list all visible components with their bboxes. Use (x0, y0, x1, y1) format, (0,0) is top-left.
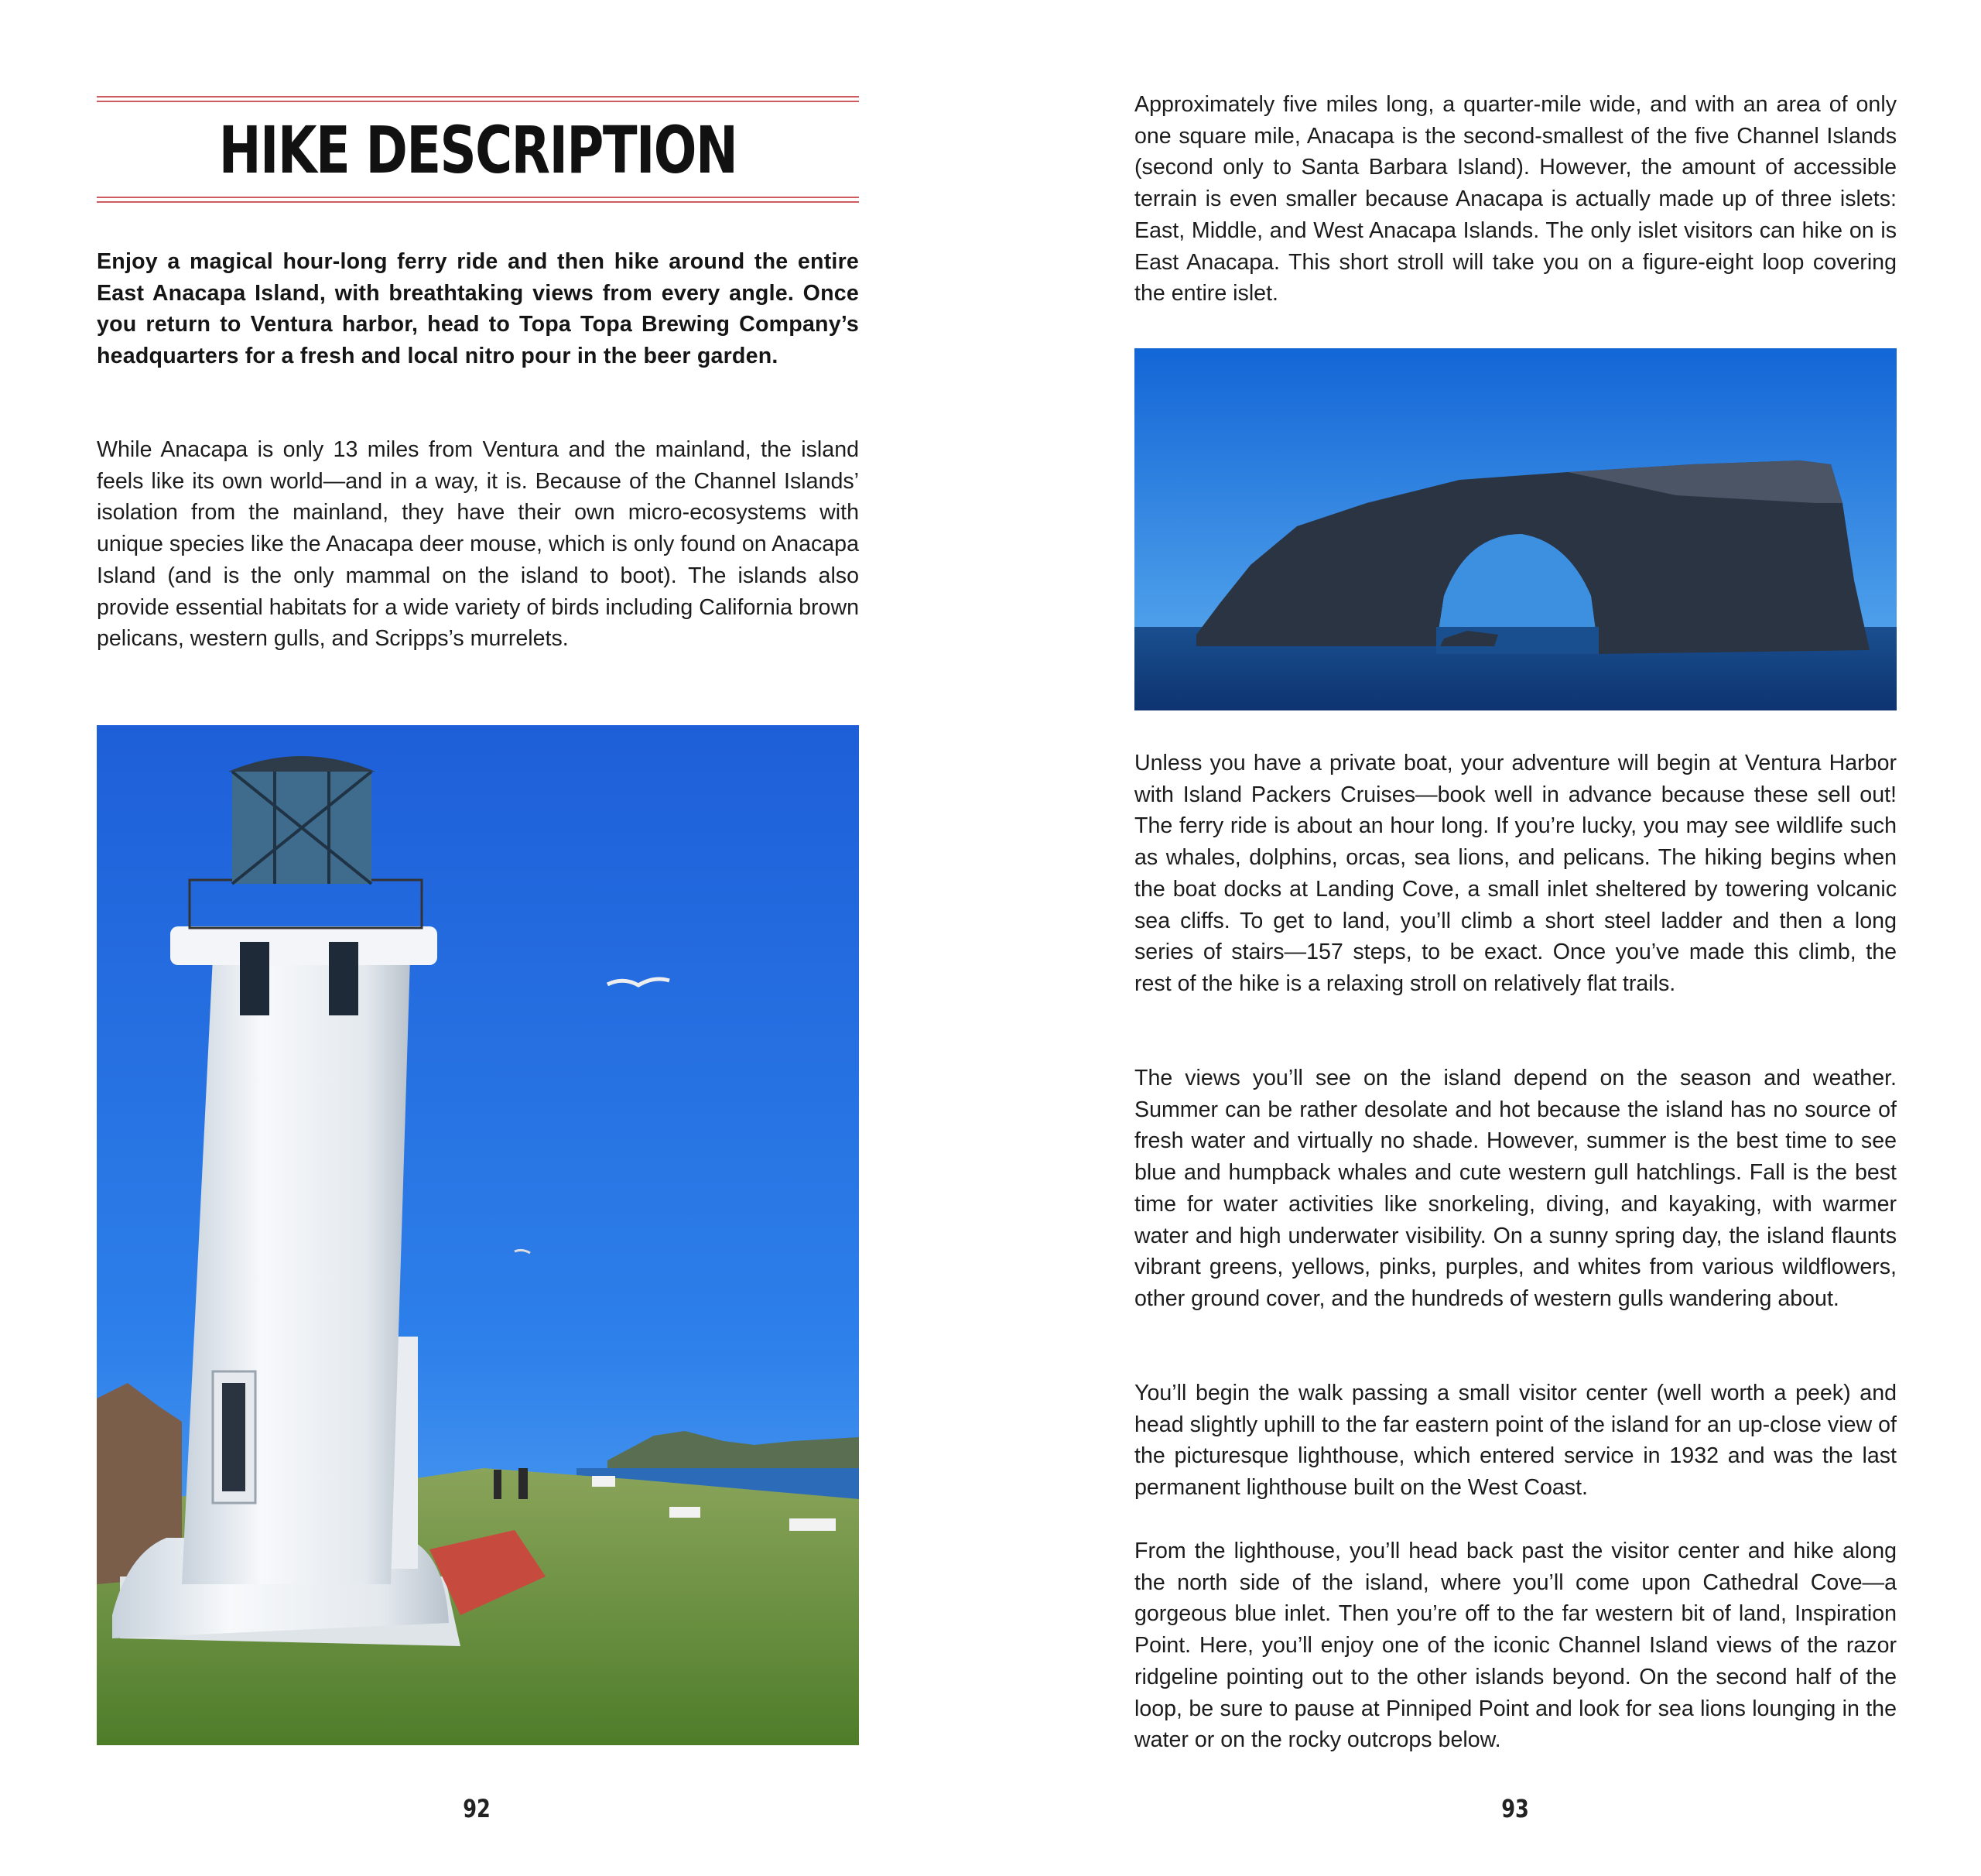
page-number: 93 (1501, 1794, 1529, 1823)
body-paragraph: From the lighthouse, you’ll head back past the visitor center and hike along the north side of the island, where you’ll come upon Cathedral Cove—a gorgeous blue inlet. Then you’re off to the far western bit of land, Inspiration Point. Here, you’ll enjoy one of the iconic Channel Island views of the razor ridgeline pointing out to the other islands beyond. On the second half of the loop, be sure to pause at Pinniped Point and look for sea lions lounging in the water or on the rocky outcrops below. (1134, 1539, 1897, 1753)
body-paragraph-block (97, 434, 859, 655)
body-paragraph: The views you’ll see on the island depend on the season and weather. Summer can be rather desolate and hot because the island has no source of fresh water and virtually no shade. However, summer is the best time to see blue and humpback whales and cute western gull hatchlings. Fall is the best time for water activities like snorkeling, diving, and kayaking, with warmer water and high underwater visibility. On a sunny spring day, the island flaunts vibrant greens, yellows, pinks, purples, and whites from various wildflowers, other ground cover, and the hundreds of western gulls wandering about. (1134, 1066, 1897, 1311)
body-paragraph: You’ll begin the walk passing a small visitor center (well worth a peek) and head slightly uphill to the far eastern point of the island for an up-close view of the picturesque lighthouse, which entered service in 1932 and was the last permanent lighthouse built on the West Coast. (1134, 1381, 1897, 1501)
ferry-paragraph-block (1134, 748, 1897, 1000)
lighthouse-paragraph-block (1134, 1535, 1897, 1756)
page-title: HIKE DESCRIPTION (218, 112, 737, 188)
body-paragraph: Approximately five miles long, a quarter-mile wide, and with an area of only one square mile, Anacapa is the second-smallest of the five Channel Islands (second only to Santa Barbara Island). However, the amount of accessible terrain is even smaller because Anacapa is actually made up of three islets: East, Middle, and West Anacapa Islands. The only islet visitors can hike on is East Anacapa. This short stroll will take you on a figure-eight loop covering the entire islet. (1134, 92, 1897, 306)
page-number: 92 (463, 1794, 491, 1823)
lighthouse-photo (97, 725, 859, 1745)
title-rule-bottom (97, 197, 859, 203)
left-page (0, 0, 990, 1876)
title-rule-top (97, 96, 859, 102)
arch-rock-photo (1134, 348, 1897, 710)
intro-paragraph-block (1134, 89, 1897, 310)
seasons-paragraph-block (1134, 1063, 1897, 1315)
body-paragraph: Unless you have a private boat, your adventure will begin at Ventura Harbor with Island Packers Cruises—book well in advance because these sell out! The ferry ride is about an hour long. If you’re lucky, you may see wildlife such as whales, dolphins, orcas, sea lions, and pelicans. The hiking begins when the boat docks at Landing Cove, a small inlet sheltered by towering volcanic sea cliffs. To get to land, you’ll climb a short steel ladder and then a long series of stairs—157 steps, to be exact. Once you’ve made this climb, the rest of the hike is a relaxing stroll on relatively flat trails. (1134, 751, 1897, 996)
right-page (990, 0, 1981, 1876)
lead-paragraph: Enjoy a magical hour-long ferry ride and then hike around the entire East Anacapa Island, with breathtaking views from every angle. Once you return to Ventura harbor, head to Topa Topa Brewing Company’s headquarters for a fresh and local nitro pour in the beer garden. (97, 249, 859, 369)
body-paragraph: While Anacapa is only 13 miles from Ventura and the mainland, the island feels like its own world—and in a way, it is. Because of the Channel Islands’ isolation from the mainland, they have their own micro-ecosystems with unique species like the Anacapa deer mouse, which is only found on Anacapa Island (and is the only mammal on the island to boot). The islands also provide essential habitats for a wide variety of birds including California brown pelicans, western gulls, and Scripps’s murrelets. (97, 437, 859, 652)
visitor-center-paragraph-block (1134, 1378, 1897, 1504)
title-block (97, 96, 859, 203)
lead-paragraph-block (97, 246, 859, 372)
